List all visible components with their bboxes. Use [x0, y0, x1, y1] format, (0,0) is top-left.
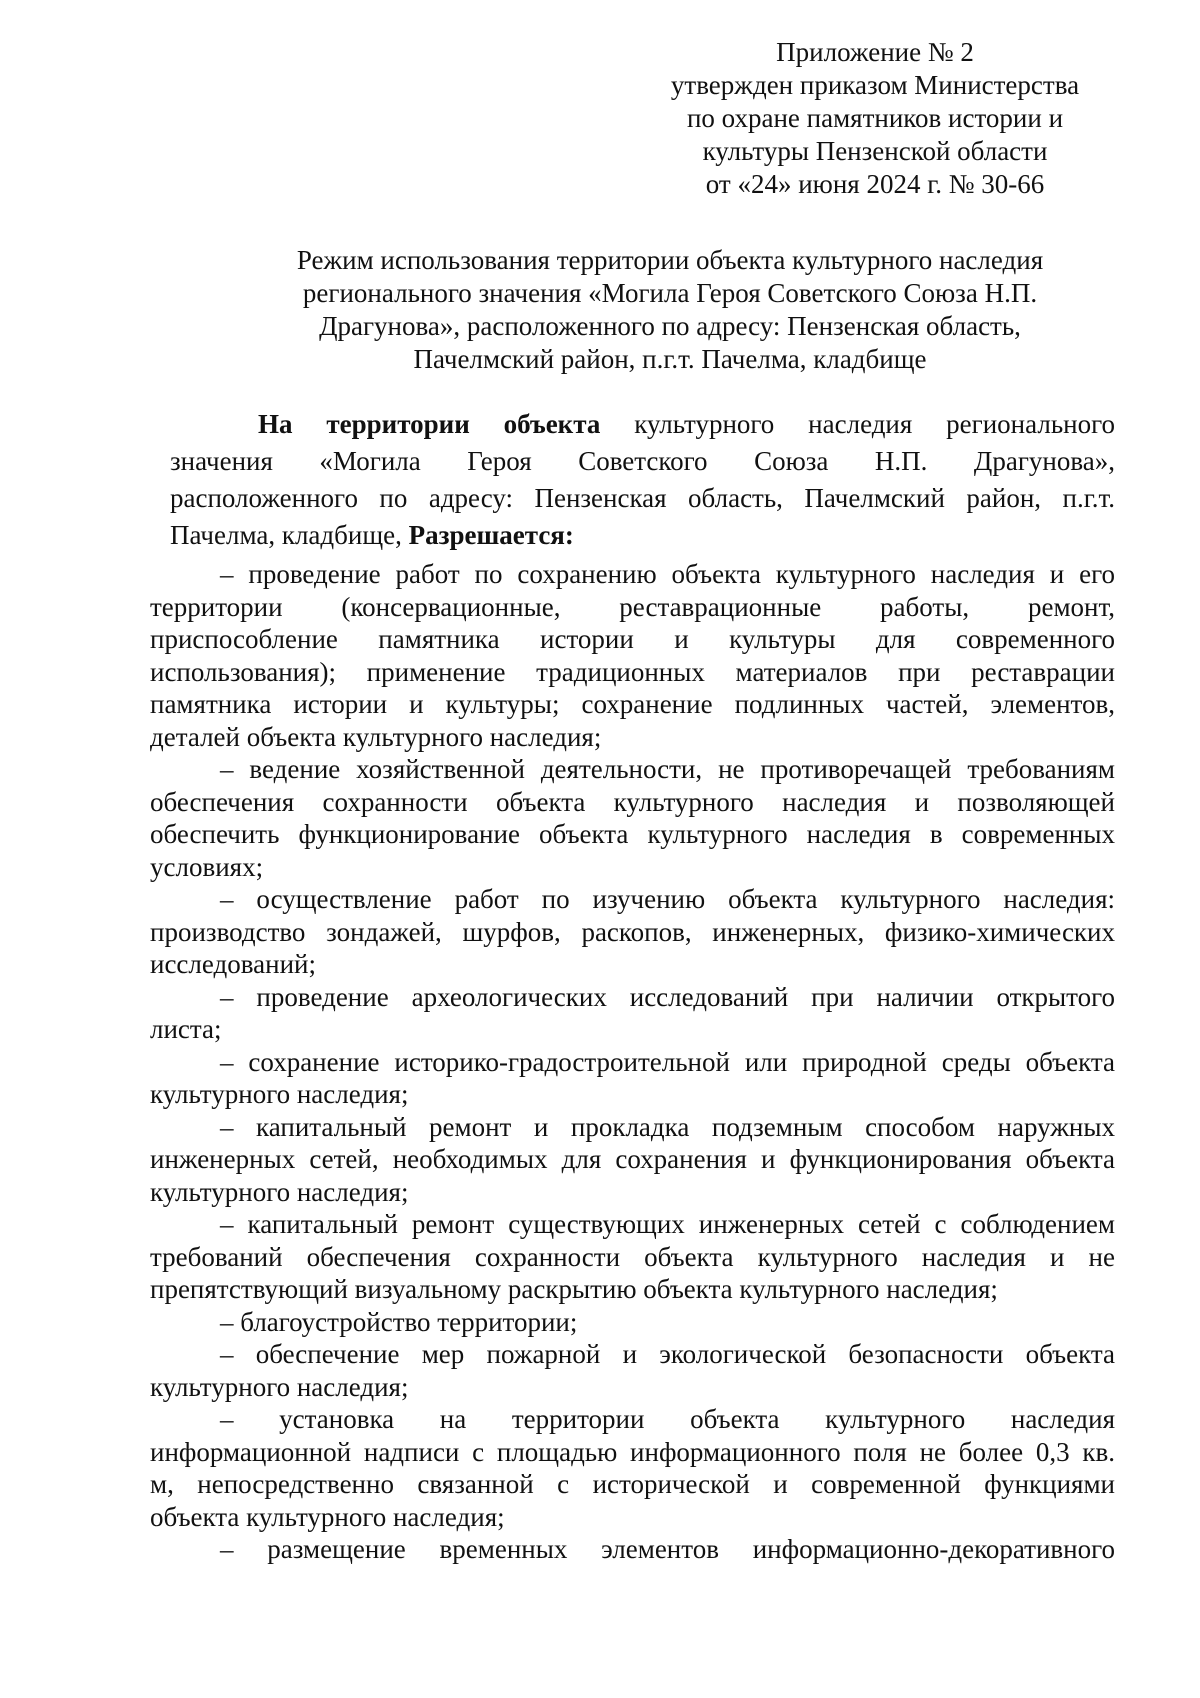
intro-line: значения «Могила Героя Советского Союза Н.П. Драгунова», — [170, 446, 1115, 476]
list-item — [150, 1306, 1115, 1339]
list-item-line: инженерных сетей, необходимых для сохранения и функционирования объекта — [150, 1144, 1115, 1174]
list-item-line: м, непосредственно связанной с исторической и современной функциями — [150, 1469, 1115, 1499]
list-item-line: – ведение хозяйственной деятельности, не противоречащей требованиям — [220, 754, 1115, 784]
approval-block — [640, 36, 1110, 201]
intro-bold-lead: На территории объекта — [258, 409, 601, 439]
list-item-line: исследований; — [150, 949, 316, 979]
list-item-line: условиях; — [150, 851, 264, 882]
list-item-line: – капитальный ремонт и прокладка подземным способом наружных — [220, 1111, 1115, 1142]
list-item — [150, 1403, 1115, 1533]
list-item-line: требований обеспечения сохранности объекта культурного наследия и не — [150, 1241, 1115, 1272]
list-item-line: – проведение археологических исследований при наличии открытого — [220, 981, 1115, 1012]
list-item — [150, 1111, 1115, 1209]
document-title — [230, 244, 1110, 376]
list-item-line: – размещение временных элементов информационно-декоративного — [220, 1534, 1115, 1564]
list-item-line: – капитальный ремонт существующих инженерных сетей с соблюдением — [220, 1209, 1115, 1239]
list-item — [150, 1046, 1115, 1111]
list-item-line: листа; — [150, 1014, 222, 1044]
list-item — [150, 753, 1115, 883]
list-item-line: деталей объекта культурного наследия; — [150, 721, 602, 752]
list-item — [150, 558, 1115, 753]
list-item-line: производство зондажей, шурфов, раскопов, инженерных, физико-химических — [150, 916, 1115, 947]
list-item-line: культурного наследия; — [150, 1371, 409, 1402]
list-item-line: – осуществление работ по изучению объекта культурного наследия: — [220, 884, 1115, 914]
list-item-line: обеспечения сохранности объекта культурного наследия и позволяющей — [150, 786, 1115, 817]
intro-line: расположенного по адресу: Пензенская область, Пачелмский район, п.г.т. — [170, 483, 1115, 513]
permit-heading: Разрешается: — [408, 520, 574, 550]
title-line: Пачелмский район, п.г.т. Пачелма, кладбище — [413, 344, 927, 374]
list-item-line: – установка на территории объекта культурного наследия — [220, 1404, 1115, 1434]
list-item-line: – проведение работ по сохранению объекта культурного наследия и его — [220, 559, 1115, 589]
list-item-line: – сохранение историко-градостроительной или природной среды объекта — [220, 1046, 1115, 1077]
list-item — [150, 883, 1115, 981]
list-item-line: памятника истории и культуры; сохранение подлинных частей, элементов, — [150, 689, 1115, 719]
list-item — [150, 1208, 1115, 1306]
title-line: регионального значения «Могила Героя Советского Союза Н.П. — [302, 278, 1038, 308]
intro-line-rest: культурного наследия регионального — [634, 409, 1115, 439]
list-item-line: препятствующий визуальному раскрытию объекта культурного наследия; — [150, 1274, 998, 1304]
list-item — [150, 981, 1115, 1046]
approval-line: культуры Пензенской области — [702, 136, 1048, 166]
list-item-line: объекта культурного наследия; — [150, 1501, 505, 1532]
list-item-line: культурного наследия; — [150, 1176, 409, 1207]
approval-line: утвержден приказом Министерства — [670, 70, 1080, 100]
list-item-line: обеспечить функционирование объекта культурного наследия в современных — [150, 819, 1115, 849]
list-item-line: использования); применение традиционных материалов при реставрации — [150, 656, 1115, 687]
list-item — [150, 1533, 1115, 1566]
title-line: Драгунова», расположенного по адресу: Пензенская область, — [319, 311, 1021, 341]
list-item-line: территории (консервационные, реставрационные работы, ремонт, — [150, 591, 1115, 622]
permitted-activities-list — [150, 558, 1115, 1566]
approval-line: Приложение № 2 — [776, 37, 974, 67]
list-item-line: приспособление памятника истории и культуры для современного — [150, 624, 1115, 654]
title-line: Режим использования территории объекта культурного наследия — [296, 245, 1044, 275]
intro-line — [170, 406, 1115, 443]
list-item-line: – благоустройство территории; — [220, 1306, 578, 1337]
list-item-line: культурного наследия; — [150, 1079, 409, 1109]
intro-line — [170, 517, 1115, 554]
list-item — [150, 1338, 1115, 1403]
intro-line-text: Пачелма, кладбище, — [170, 520, 402, 550]
intro-paragraph — [170, 406, 1115, 554]
approval-line: от «24» июня 2024 г. № 30-66 — [705, 169, 1045, 199]
list-item-line: информационной надписи с площадью информационного поля не более 0,3 кв. — [150, 1436, 1115, 1467]
approval-line: по охране памятников истории и — [686, 103, 1064, 133]
list-item-line: – обеспечение мер пожарной и экологической безопасности объекта — [220, 1339, 1115, 1369]
